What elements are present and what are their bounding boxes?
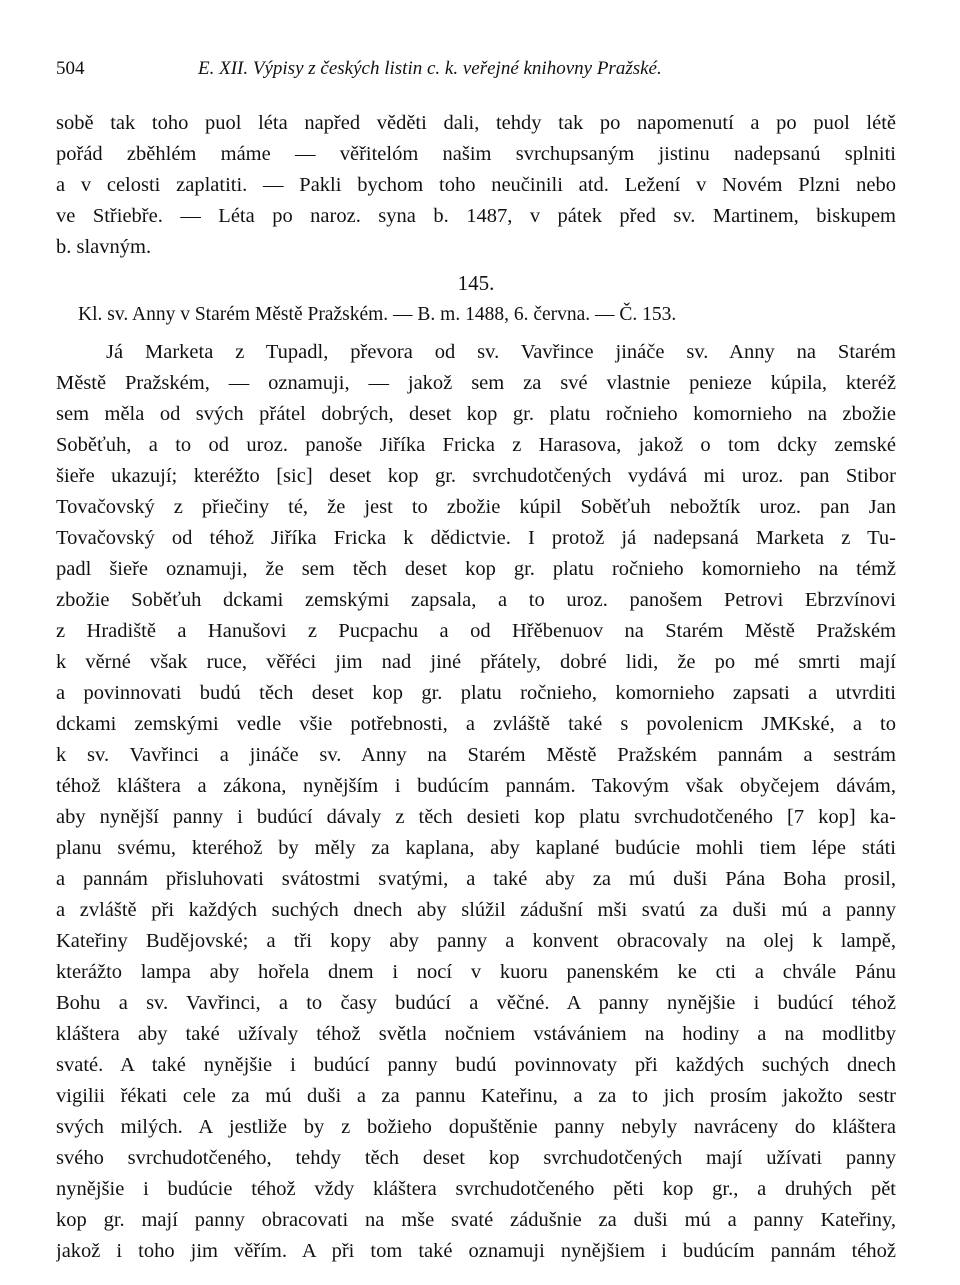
- text-line: pořád zběhlém máme — věřitelóm našim svrchupsaným jistinu nadepsanú splniti: [56, 143, 896, 165]
- text-line: kterážto lampa aby hořela dnem i nocí v kuoru panenském ke cti a chvále Pánu: [56, 961, 896, 983]
- text-line: a zvláště při každých suchých dnech aby slúžil zádušní mši svatú za duši mú a panny: [56, 899, 896, 921]
- text-line: a pannám přisluhovati svátostmi svatými, a také aby za mú duši Pána Boha prosil,: [56, 868, 896, 890]
- text-line: kláštera aby také užívaly téhož světla nočniem vstávániem na hodiny a na modlitby: [56, 1023, 896, 1045]
- text-line: ve Střiebře. — Léta po naroz. syna b. 1487, v pátek před sv. Martinem, biskupem: [56, 205, 896, 227]
- text-line: sobě tak toho puol léta napřed věděti dali, tehdy tak po napomenutí a po puol létě: [56, 112, 896, 134]
- text-line: nynějšie i budúcie téhož vždy kláštera svrchudotčeného pěti kop gr., a druhých pět: [56, 1178, 896, 1200]
- text-line: Kateřiny Budějovské; a tři kopy aby panny a konvent obracovaly na olej k lampě,: [56, 930, 896, 952]
- text-line: k sv. Vavřinci a jináče sv. Anny na Starém Městě Pražském pannám a sestrám: [56, 744, 896, 766]
- page-number: 504: [56, 58, 85, 79]
- text-line: a povinnovati budú těch deset kop gr. platu ročnieho, komornieho zapsati a utvrditi: [56, 682, 896, 704]
- text-line: Městě Pražském, — oznamuji, — jakož sem za své vlastnie penieze kúpila, kteréž: [56, 372, 896, 394]
- text-line: zbožie Soběťuh dckami zemskými zapsala, a to uroz. panošem Petrovi Ebrzvínovi: [56, 589, 896, 611]
- text-line: svaté. A také nynějšie i budúcí panny budú povinnovaty při každých suchých dnech: [56, 1054, 896, 1076]
- text-line: dckami zemskými vedle všie potřebnosti, a zvláště také s povolenicm JMKské, a to: [56, 713, 896, 735]
- text-line: svého svrchudotčeného, tehdy těch deset kop svrchudotčených mají užívati panny: [56, 1147, 896, 1169]
- text-line: téhož kláštera a zákona, nynějším i budúcím pannám. Takovým však obyčejem dávám,: [56, 775, 896, 797]
- text-line: Já Marketa z Tupadl, převora od sv. Vavřince jináče sv. Anny na Starém: [106, 341, 896, 363]
- running-title: E. XII. Výpisy z českých listin c. k. veřejné knihovny Pražské.: [198, 58, 662, 79]
- document-number: 145.: [457, 271, 495, 295]
- text-line: Bohu a sv. Vavřinci, a to časy budúcí a věčné. A panny nynějšie i budúcí téhož: [56, 992, 896, 1014]
- text-line: aby nynější panny i budúcí dávaly z těch desieti kop platu svrchudotčeného [7 kop] ka-: [56, 806, 896, 828]
- text-line: Tovačovský od téhož Jiříka Fricka k dědictvie. I protož já nadepsaná Marketa z Tu-: [56, 527, 896, 549]
- text-line: vigilii řékati cele za mú duši a za pannu Kateřinu, a za to jich prosím jakožto sestr: [56, 1085, 896, 1107]
- text-line: b. slavným.: [56, 236, 152, 258]
- continuation-paragraph: [56, 108, 896, 263]
- text-line: sem měla od svých přátel dobrých, deset kop gr. platu ročnieho komornieho na zbožie: [56, 403, 896, 425]
- text-line: jakož i toho jim věřím. A při tom také oznamuji nynějšiem i budúcím pannám téhož: [56, 1240, 896, 1262]
- document-body: [56, 337, 896, 1267]
- text-line: Soběťuh, a to od uroz. panoše Jiříka Fricka z Harasova, jakož o tom dcky zemské: [56, 434, 896, 456]
- document-header: [56, 268, 896, 330]
- text-line: svých milých. A jestliže by z božieho dopuštěnie panny nebyly navráceny do kláštera: [56, 1116, 896, 1138]
- text-line: padl šieře oznamuji, že sem těch deset kop gr. platu ročnieho komornieho na témž: [56, 558, 896, 580]
- text-line: z Hradiště a Hanušovi z Pucpachu a od Hřěbenuov na Starém Městě Pražském: [56, 620, 896, 642]
- text-line: Tovačovský z přiečiny té, že jest to zbožie kúpil Soběťuh nebožtík uroz. pan Jan: [56, 496, 896, 518]
- text-line: k věrné však ruce, věřéci jim nad jiné přátely, dobré lidi, že po mé smrti mají: [56, 651, 896, 673]
- text-line: a v celosti zaplatiti. — Pakli bychom toho neučinili atd. Ležení v Novém Plzni nebo: [56, 174, 896, 196]
- document-page: [56, 0, 896, 1285]
- text-line: planu svému, kteréhož by měly za kaplana, aby kaplané budúcie mohli tiem lépe státi: [56, 837, 896, 859]
- document-heading: Kl. sv. Anny v Starém Městě Pražském. — B. m. 1488, 6. června. — Č. 153.: [78, 304, 677, 325]
- text-line: šieře ukazují; kteréžto [sic] deset kop gr. svrchudotčených vydává mi uroz. pan Stibor: [56, 465, 896, 487]
- page-header: [56, 58, 896, 86]
- text-line: kop gr. mají panny obracovati na mše svaté zádušnie za duši mú a panny Kateřiny,: [56, 1209, 896, 1231]
